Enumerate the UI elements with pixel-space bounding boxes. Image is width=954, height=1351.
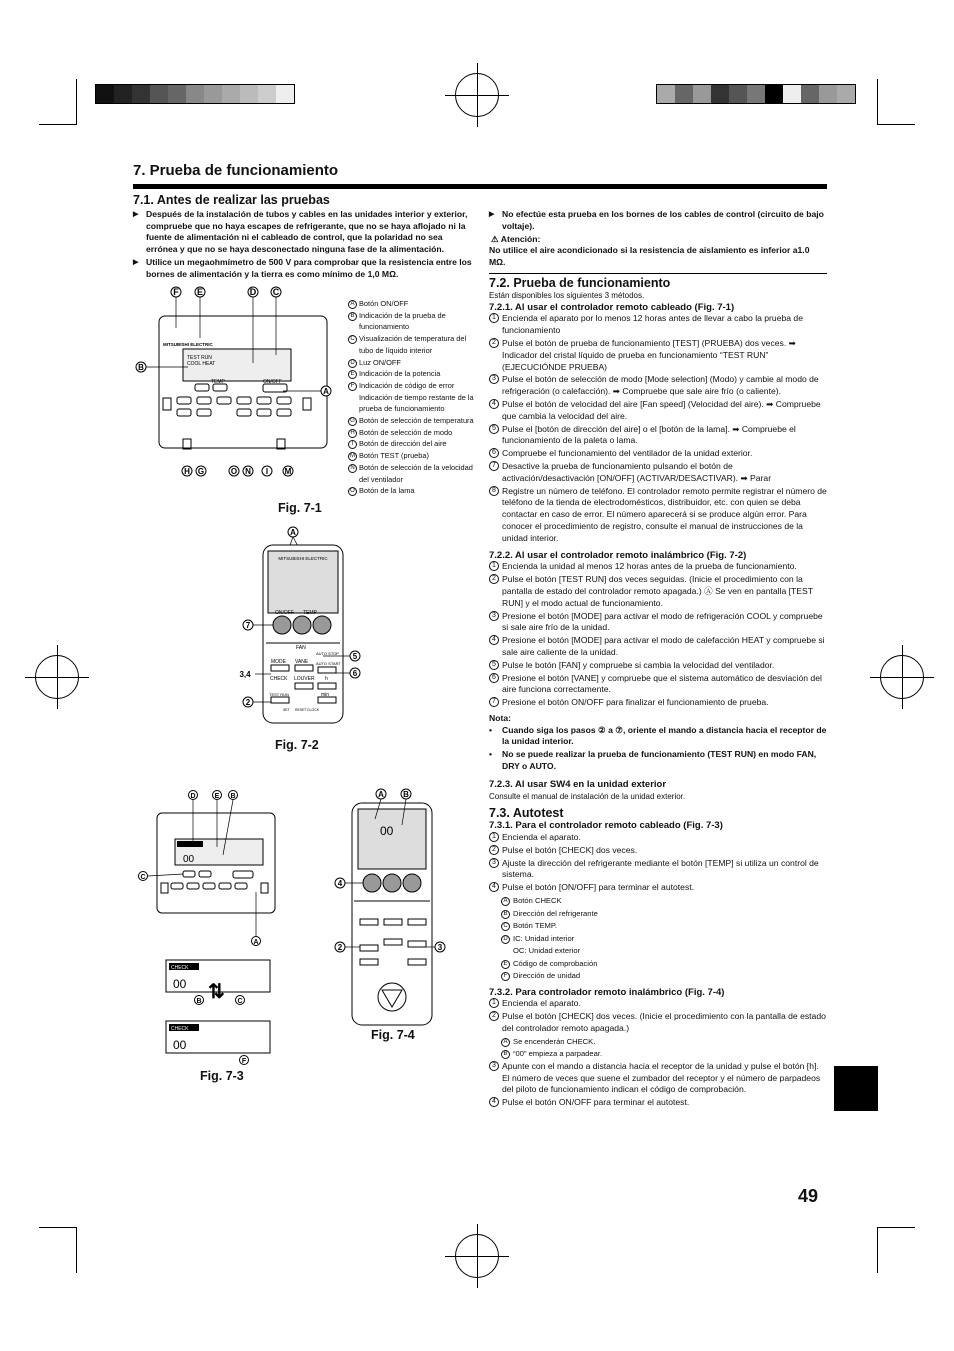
sec72-column — [489, 278, 827, 1110]
step: 2 Pulse el botón [TEST RUN] dos veces seguidas. (Inicie el procedimiento con la pantalla de estado del controlador remoto apagada.) Ⓐ Se ven en pantalla [TEST RUN] y el modo actual de funcionamiento. — [489, 574, 827, 609]
callout-i: I — [265, 467, 269, 476]
step: 4 Pulse el botón de velocidad del aire [Fan speed] (Velocidad del aire). ➡ Compruebe que cambia la velocidad del aire. — [489, 399, 827, 423]
sec72-title: 7.2. Prueba de funcionamiento — [489, 276, 671, 290]
display-00: 00 — [183, 854, 195, 865]
step: 7 Desactive la prueba de funcionamiento pulsando el botón de activación/desactivación [ON/OFF] (ACTIVAR/DESACTIVAR). ➡ Parar — [489, 461, 827, 485]
remote-louver-label: LOUVER — [294, 676, 315, 682]
step: 2 Pulse el botón [CHECK] dos veces. (Inicie el procedimiento con la pantalla de estado del controlador remoto apagada.) — [489, 1011, 827, 1035]
callout-7: 7 — [245, 621, 251, 630]
step: 3 Apunte con el mando a distancia hacia el receptor de la unidad y pulse el botón [h]. El número de veces que suene el zumbador del receptor y el número de parpadeos del piloto de funcionamiento indican el código de comprobación. — [489, 1061, 827, 1096]
check-text: CHECK — [171, 965, 189, 971]
crop-mark — [877, 79, 878, 125]
temp-label: TEMP — [211, 379, 225, 385]
screen-test-run: TEST RUN — [187, 355, 212, 361]
sec73-title: 7.3. Autotest — [489, 806, 564, 821]
color-bars-right — [656, 84, 856, 104]
remote-temp-label: TEMP — [303, 610, 317, 616]
color-bars-left — [95, 84, 295, 104]
registration-mark — [477, 1224, 478, 1288]
note-label: Nota: — [489, 712, 511, 723]
note: • Cuando siga los pasos ② a ⑦, oriente el mando a distancia hacia el receptor de la unidad interior. — [489, 724, 827, 747]
callout-f: F — [173, 287, 179, 297]
step: 6 Compruebe el funcionamiento del ventilador de la unidad exterior. — [489, 448, 827, 460]
screen-cool-heat: COOL HEAT — [187, 361, 216, 367]
display-00: 00 — [380, 824, 394, 838]
callout-3-4: 3,4 — [239, 670, 251, 679]
s723-text: Consulte el manual de instalación de la unidad exterior. — [489, 791, 686, 801]
sub-item: A Botón CHECK — [489, 895, 827, 908]
crop-mark — [76, 79, 77, 125]
step: 3 Pulse el botón de selección de modo [Mode selection] (Modo) y cambie al modo de refrigeración (o calefacción). ➡ Compruebe que sale aire frío (o caliente). — [489, 374, 827, 398]
callout-4: 4 — [337, 879, 343, 888]
callout-m: M — [284, 467, 292, 476]
remote-reset-label: RESET — [295, 708, 307, 712]
display-00: 00 — [173, 1038, 187, 1052]
sec71-right — [489, 209, 827, 269]
legend-item: N Botón de selección de la velocidad del ventilador — [348, 462, 482, 485]
callout-3: 3 — [437, 943, 443, 952]
callout-c: C — [272, 287, 280, 297]
callout-n: N — [245, 467, 251, 476]
callout-2: 2 — [337, 943, 343, 952]
fig72-label: Fig. 7-2 — [275, 738, 319, 752]
legend-item: C Visualización de temperatura del tubo de líquido interior — [348, 333, 482, 356]
legend-item: F Indicación de código de error Indicación de tiempo restante de la prueba de funcionamiento — [348, 380, 482, 415]
fig71-callout-top — [171, 287, 281, 297]
sub-item: A Se encenderán CHECK. — [489, 1036, 827, 1049]
callout-a: A — [378, 790, 384, 799]
sub-item: E Código de comprobación — [489, 958, 827, 971]
legend-item: H Botón de selección de modo — [348, 427, 482, 439]
crop-mark — [877, 1227, 878, 1273]
fig74-remote — [330, 785, 455, 1030]
callout-b: B — [403, 790, 409, 799]
remote-onoff-label: ON/OFF — [275, 610, 294, 616]
step: 1 Encienda el aparato. — [489, 998, 827, 1010]
callout-d: D — [249, 287, 257, 297]
callout-a: A — [290, 528, 296, 537]
sec71-left — [133, 195, 473, 282]
callout-o: O — [230, 467, 238, 476]
step: 2 Pulse el botón de prueba de funcionamiento [TEST] (PRUEBA) dos veces. ➡ Indicador del cristal líquido de prueba en funcionamiento “TEST RUN” (EJECUCIÓNDE PRUEBA) — [489, 338, 827, 373]
callout-a: A — [323, 387, 329, 396]
registration-mark — [902, 645, 903, 709]
side-tab — [834, 1066, 878, 1111]
remote-min-label: min — [321, 692, 330, 698]
bullet: ▶ Después de la instalación de tubos y cables en las unidades interior y exterior, compruebe que no haya escapes de refrigerante, que no se haya aflojado ni la fuente de alimentación ni el cableado de control, que la polaridad no sea errónea y que no se haya desconectado ninguna fase de la alimentación. — [133, 209, 473, 256]
arrow-down-up-icon: ⇅ — [208, 981, 225, 1003]
sub-item: C Botón TEMP. — [489, 920, 827, 933]
sub-item: D IC: Unidad interior — [489, 933, 827, 946]
s721-title: 7.2.1. Al usar el controlador remoto cableado (Fig. 7-1) — [489, 301, 735, 313]
sub-item: B “00” empieza a parpadear. — [489, 1048, 827, 1061]
fig71-label: Fig. 7-1 — [278, 501, 322, 515]
title-rule — [133, 184, 827, 189]
sec71-title: 7.1. Antes de realizar las pruebas — [133, 193, 330, 207]
step: 5 Pulse le botón [FAN] y compruebe si cambia la velocidad del ventilador. — [489, 660, 827, 672]
caution-icon: ⚠ — [491, 233, 499, 244]
bullet: ▶ Utilice un megaohmímetro de 500 V para comprobar que la resistencia entre los bornes de alimentación y la tierra es como mínimo de 1,0 MΩ. — [133, 257, 473, 281]
crop-mark — [39, 1227, 77, 1228]
step: 8 Registre un número de teléfono. El controlador remoto permite registrar el número de teléfono de la tienda de electrodomésticos, distribuidor, etc. con quien se deba contactar en caso de error. El número aparecerá si se produce algún error. Para conocer el procedimiento de registro, consulte el manual de instrucciones de la unidad interior. — [489, 486, 827, 545]
fig71-callout-bottom — [182, 466, 293, 476]
step: 4 Pulse el botón [ON/OFF] para terminar el autotest. — [489, 882, 827, 894]
caution-label: Atención: — [500, 233, 541, 244]
fig73-label: Fig. 7-3 — [200, 1069, 244, 1083]
fig73-controller — [133, 785, 288, 1075]
step: 3 Presione el botón [MODE] para activar el modo de refrigeración COOL y compruebe si sale aire frío de la unidad. — [489, 611, 827, 635]
remote-vane-label: VANE — [295, 659, 309, 665]
callout-f: F — [241, 1058, 247, 1065]
callout-e: E — [196, 287, 204, 297]
step: 7 Presione el botón ON/OFF para finalizar el funcionamiento de prueba. — [489, 697, 827, 709]
fig71-controller — [133, 283, 348, 483]
remote-set-label: SET — [283, 708, 290, 712]
legend-item: D Luz ON/OFF — [348, 357, 482, 369]
legend-item: B Indicación de la prueba de funcionamiento — [348, 310, 482, 333]
callout-6: 6 — [352, 669, 358, 678]
s732-title: 7.3.2. Para controlador remoto inalámbrico (Fig. 7-4) — [489, 986, 725, 998]
callout-b: B — [138, 363, 144, 372]
step: 1 Encienda el aparato. — [489, 832, 827, 844]
step: 1 Encienda la unidad al menos 12 horas antes de la prueba de funcionamiento. — [489, 561, 827, 573]
section-title: 7. Prueba de funcionamiento — [133, 162, 339, 179]
callout-d: D — [190, 793, 196, 800]
remote-screen — [358, 809, 426, 869]
fig72-remote — [233, 525, 363, 725]
crop-mark — [39, 124, 77, 125]
onoff-label: ON/OFF — [263, 379, 282, 385]
remote-auto-start-label: AUTO START — [316, 661, 341, 666]
callout-g: G — [197, 467, 205, 476]
remote-fan-label: FAN — [296, 645, 306, 651]
step: 5 Pulse el [botón de dirección del aire] o el [botón de la lama]. ➡ Compruebe el funcionamiento de la paleta o lama. — [489, 424, 827, 448]
callout-5: 5 — [352, 652, 358, 661]
step: 1 Encienda el aparato por lo menos 12 horas antes de llevar a cabo la prueba de funcionamiento — [489, 313, 827, 337]
remote-clock-label: CLOCK — [307, 708, 320, 712]
check-text: CHECK — [171, 1026, 189, 1032]
sub-item: B Dirección del refrigerante — [489, 908, 827, 921]
s731-title: 7.3.1. Para el controlador remoto cableado (Fig. 7-3) — [489, 820, 723, 832]
callout-c2: C — [237, 998, 243, 1005]
legend-item: I Botón de dirección del aire — [348, 438, 482, 450]
remote-auto-stop-label: AUTO STOP — [316, 651, 339, 656]
step: 6 Presione el botón [VANE] y compruebe que el sistema automático de desviación del aire funciona correctamente. — [489, 673, 827, 697]
step: 4 Pulse el botón ON/OFF para terminar el autotest. — [489, 1097, 827, 1109]
caution — [489, 234, 827, 246]
sub-item: F Dirección de unidad — [489, 970, 827, 983]
display-00: 00 — [173, 977, 187, 991]
registration-mark — [477, 63, 478, 127]
caution-text: No utilice el aire acondicionado si la resistencia de aislamiento es inferior a1.0 MΩ. — [489, 245, 810, 268]
legend-item: M Botón TEST (prueba) — [350, 451, 429, 461]
crop-mark — [877, 1227, 915, 1228]
divider — [489, 273, 827, 274]
remote-brand: MITSUBISHI ELECTRIC — [278, 556, 328, 561]
sec72-intro: Están disponibles los siguientes 3 métodos. — [489, 290, 645, 300]
crop-mark — [76, 1227, 77, 1273]
sub-item: OC: Unidad exterior — [513, 946, 581, 956]
crop-mark — [877, 124, 915, 125]
remote-h-label: h — [325, 676, 328, 682]
legend-item: E Indicación de la potencia — [348, 368, 482, 380]
callout-c: C — [140, 874, 146, 881]
callout-a: A — [253, 939, 259, 946]
s723-title: 7.2.3. Al usar SW4 en la unidad exterior — [489, 778, 667, 790]
remote-check-label: CHECK — [270, 676, 288, 682]
note: • No se puede realizar la prueba de funcionamiento (TEST RUN) en modo FAN, DRY o AUTO. — [489, 749, 817, 772]
fig74-label: Fig. 7-4 — [371, 1028, 415, 1042]
callout-e: E — [214, 793, 220, 800]
fig71-legend — [348, 298, 482, 497]
remote-test-run-label: TEST RUN — [269, 692, 289, 697]
bullet: ▶ No efectúe esta prueba en los bornes de los cables de control (circuito de bajo voltaje). — [489, 209, 827, 233]
callout-h: H — [184, 467, 190, 476]
s722-title: 7.2.2. Al usar el controlador remoto inalámbrico (Fig. 7-2) — [489, 549, 747, 561]
callout-b2: B — [196, 998, 202, 1005]
step: 4 Presione el botón [MODE] para activar el modo de calefacción HEAT y compruebe si sale aire caliente de la unidad. — [489, 635, 827, 659]
registration-mark — [57, 645, 58, 709]
callout-2: 2 — [245, 698, 251, 707]
legend-item: A Botón ON/OFF — [348, 298, 482, 310]
legend-item: O Botón de la lama — [348, 485, 482, 497]
page-number: 49 — [798, 1186, 819, 1206]
brand-text: MITSUBISHI ELECTRIC — [163, 342, 213, 347]
callout-b: B — [230, 793, 236, 800]
controller-body — [159, 316, 327, 448]
step: 3 Ajuste la dirección del refrigerante mediante el botón [TEMP] si utiliza un control de sistema. — [489, 858, 827, 882]
remote-mode-label: MODE — [271, 659, 286, 665]
step: 2 Pulse el botón [CHECK] dos veces. — [489, 845, 827, 857]
legend-item: G Botón de selección de temperatura — [348, 415, 482, 427]
